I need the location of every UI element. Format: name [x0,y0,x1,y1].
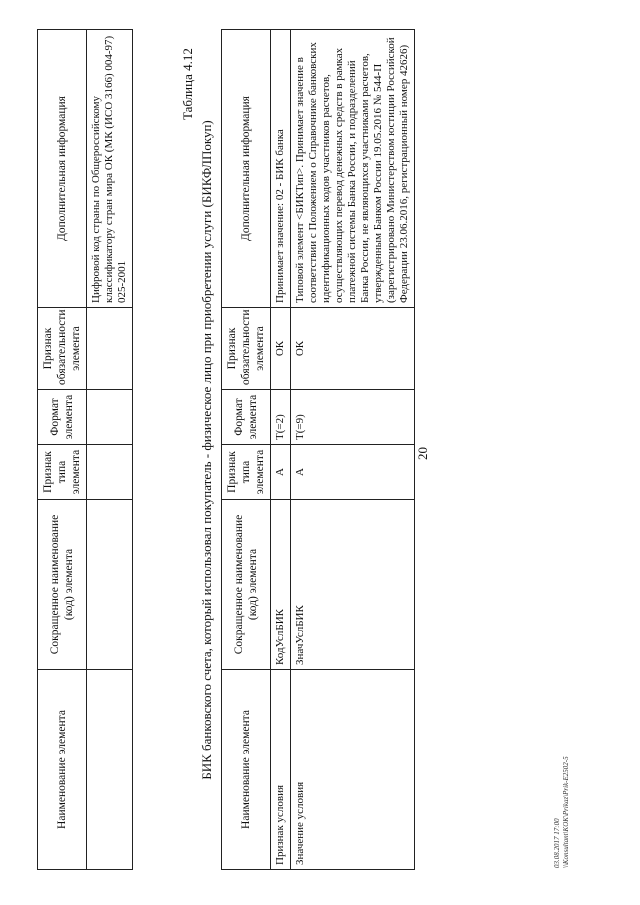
cell-required [87,308,133,390]
table-header-row [222,30,271,870]
header-name: Наименование элемента [38,670,87,870]
cell-required: ОК [291,308,415,390]
cell-info: Типовой элемент <БИКТип>. Принимает значение в соответствии с Положением о Справочнике банковских идентификационных кодов участников расчетов, осуществляющих перевод денежных средств в рамках платежной системы Банка России, и подразделений Банка России, не являющихся участниками расчетов, утвержденным Банком России 19.05.2016 № 544-П (зарегистрировано Министерством юстиции Российской Федерации 23.06.2016, регистрационный номер 42626) [291,30,415,308]
footer-timestamp: 03.08.2017 17:00 [553,818,561,868]
cell-code: КодУслБИК [271,500,291,670]
header-info: Дополнительная информация [38,30,87,308]
table-row [291,30,415,870]
cell-type: А [291,445,415,500]
header-type: Признак типа элемента [38,445,87,500]
cell-code [87,500,133,670]
cell-format: Т(=9) [291,390,415,445]
table-title: БИК банковского счета, который использовал покупатель - физическое лицо при приобретении услуги (БИКФЛПокуп) [199,120,214,780]
header-required: Признак обязательности элемента [38,308,87,390]
table-row [271,30,291,870]
cell-name: Значение условия [291,670,415,870]
cell-required: ОК [271,308,291,390]
table-header-row [38,30,87,870]
cell-name [87,670,133,870]
footer-path: \\Konsultant\KOK\Prikaz\Prik-E2502-5 [562,756,570,868]
header-format: Формат элемента [222,390,271,445]
cell-info: Принимает значение: 02 - БИК банка [271,30,291,308]
header-format: Формат элемента [38,390,87,445]
bik-table [221,29,415,870]
page-number: 20 [415,447,430,460]
continued-table [37,29,133,870]
cell-name: Признак условия [271,670,291,870]
table-number: Таблица 4.12 [180,48,195,120]
print-footer [553,756,571,868]
header-required: Признак обязательности элемента [222,308,271,390]
header-type: Признак типа элемента [222,445,271,500]
cell-code: ЗначУслБИК [291,500,415,670]
cell-format: Т(=2) [271,390,291,445]
header-code: Сокращенное наименование (код) элемента [38,500,87,670]
header-code: Сокращенное наименование (код) элемента [222,500,271,670]
table-row [87,30,133,870]
cell-type [87,445,133,500]
header-name: Наименование элемента [222,670,271,870]
header-info: Дополнительная информация [222,30,271,308]
cell-info: Цифровой код страны по Общероссийскому классификатору стран мира ОК (МК (ИСО 3166) 004-97) 025-2001 [87,30,133,308]
cell-format [87,390,133,445]
cell-type: А [271,445,291,500]
rotated-page [5,10,635,890]
